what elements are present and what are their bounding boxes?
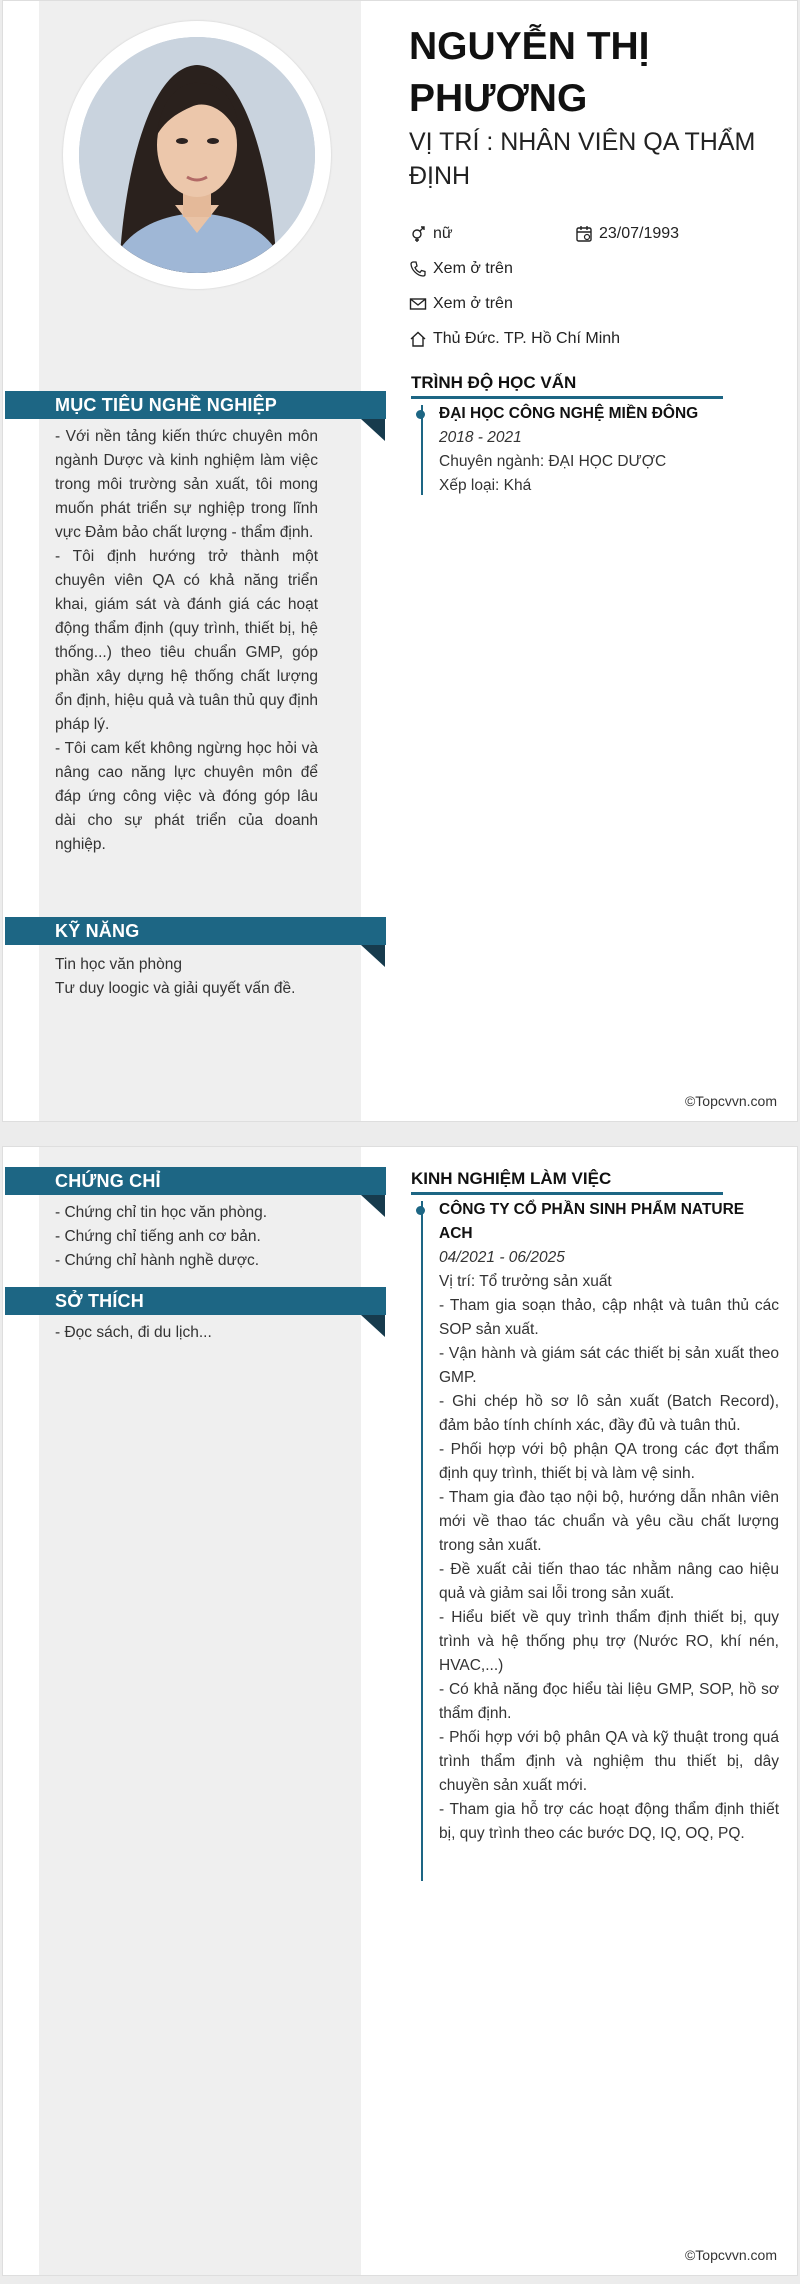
skills-banner [5,917,386,945]
info-gender [409,223,453,245]
skills-title: KỸ NĂNG [55,921,140,941]
info-address [409,328,620,350]
certificate-item: - Chứng chỉ hành nghề dược. [55,1252,260,1269]
experience-title: KINH NGHIỆM LÀM VIỆC [411,1169,612,1188]
skill-item: Tư duy loogic và giải quyết vấn đề. [55,980,296,997]
birthdate-value: 23/07/1993 [599,225,680,242]
objective-paragraph: - Tôi định hướng trở thành một chuyên viên QA có khả năng triển khai, giám sát và đánh giá các hoạt động thẩm định (quy trình, thiết bị, hệ thống...) theo tiêu chuẩn GMP, góp phần xây dựng hệ thống chất lượng ổn định, hiệu quả và tuân thủ quy định pháp lý. [55,548,318,733]
certificate-item: - Chứng chỉ tin học văn phòng. [55,1204,268,1221]
duty-item: - Có khả năng đọc hiểu tài liệu GMP, SOP, hồ sơ thẩm định. [439,1681,779,1722]
footer-brand: ©Topcvvn.com [684,1093,777,1109]
duty-item: - Tham gia soạn thảo, cập nhật và tuân thủ các SOP sản xuất. [439,1297,779,1338]
gender-icon [409,225,427,243]
experience-underline [411,1192,723,1195]
objective-paragraph: - Tôi cam kết không ngừng học hỏi và nâng cao năng lực chuyên môn để đáp ứng công việc và đóng góp lâu dài cho sự phát triển của doanh nghiệp. [55,740,318,853]
footer-brand: ©Topcvvn.com [684,2247,777,2263]
education-entry [439,402,779,498]
objective-banner [5,391,386,419]
hobbies-list [55,1321,318,1345]
hobbies-banner [5,1287,386,1315]
info-email [409,293,513,315]
duty-item: - Hiểu biết về quy trình thẩm định thiết bị, quy trình và hệ thống phụ trợ (Nước RO, khí nén, HVAC,...) [439,1609,779,1674]
education-dot [416,410,425,419]
email-value: Xem ở trên [433,295,513,312]
duty-item: - Ghi chép hồ sơ lô sản xuất (Batch Record), đảm bảo tính chính xác, đầy đủ và tuân thủ. [439,1393,779,1434]
candidate-name: NGUYỄN THỊ PHƯƠNG [409,25,650,120]
experience-role: Vị trí: Tổ trưởng sản xuất [439,1273,612,1290]
objective-banner-fold [361,419,385,441]
experience-duties [439,1294,779,1846]
info-phone [409,258,513,280]
education-period: 2018 - 2021 [439,429,522,446]
objective-text [55,425,318,857]
experience-dot [416,1206,425,1215]
address-value: Thủ Đức. TP. Hồ Chí Minh [433,330,621,347]
info-birthdate [575,223,679,245]
education-major: Chuyên ngành: ĐẠI HỌC DƯỢC [439,453,667,470]
education-rank: Xếp loại: Khá [439,477,532,494]
duty-item: - Vận hành và giám sát các thiết bị sản xuất theo GMP. [439,1345,779,1386]
certificates-banner [5,1167,386,1195]
envelope-icon [409,295,427,313]
duty-item: - Tham gia đào tạo nội bộ, hướng dẫn nhân viên mới về thao tác chuẩn và yêu cầu chất lượng trong sản xuất. [439,1489,779,1554]
skill-item: Tin học văn phòng [55,956,182,973]
certificates-list [55,1201,318,1273]
certificates-banner-fold [361,1195,385,1217]
phone-icon [409,260,427,278]
skills-banner-fold [361,945,385,967]
education-school: ĐẠI HỌC CÔNG NGHỆ MIỀN ĐÔNG [439,405,699,422]
duty-item: - Tham gia hỗ trợ các hoạt động thẩm định thiết bị, quy trình theo các bước DQ, IQ, OQ, PQ. [439,1801,779,1842]
calendar-icon [575,225,593,243]
experience-company: CÔNG TY CỔ PHẦN SINH PHẨM NATURE ACH [439,1201,745,1242]
education-underline [411,396,723,399]
duty-item: - Phối hợp với bộ phận QA trong các đợt thẩm định quy trình, thiết bị và làm vệ sinh. [439,1441,779,1482]
objective-paragraph: - Với nền tảng kiến thức chuyên môn ngành Dược và kinh nghiệm làm việc trong môi trường sản xuất, tôi mong muốn phát triển sự nghiệp trong lĩnh vực Đảm bảo chất lượng - thẩm định. [55,428,318,541]
phone-value: Xem ở trên [433,260,513,277]
hobbies-banner-fold [361,1315,385,1337]
duty-item: - Phối hợp với bộ phân QA và kỹ thuật trong quá trình thẩm định và nghiệm thu thiết bị, dây chuyền sản xuất mới. [439,1729,779,1794]
skills-list [55,953,318,1001]
home-icon [409,330,427,348]
objective-title: MỤC TIÊU NGHỀ NGHIỆP [55,395,278,415]
position-title: VỊ TRÍ : NHÂN VIÊN QA THẨM ĐỊNH [409,128,756,190]
experience-period: 04/2021 - 06/2025 [439,1249,565,1266]
avatar [63,21,331,289]
certificates-title: CHỨNG CHỈ [55,1171,161,1191]
education-title: TRÌNH ĐỘ HỌC VẤN [411,373,577,392]
gender-value: nữ [433,225,453,242]
certificate-item: - Chứng chỉ tiếng anh cơ bản. [55,1228,261,1245]
hobby-item: - Đọc sách, đi du lịch... [55,1324,212,1341]
cv-page-1 [2,0,798,1122]
hobbies-title: SỞ THÍCH [55,1291,144,1311]
experience-entry [439,1198,779,1846]
cv-page-2 [2,1146,798,2276]
duty-item: - Đề xuất cải tiến thao tác nhằm nâng cao hiệu quả và giảm sai lỗi trong sản xuất. [439,1561,779,1602]
experience-timeline [421,1201,423,1881]
sidebar [39,1147,361,2275]
profile-photo [79,37,315,273]
